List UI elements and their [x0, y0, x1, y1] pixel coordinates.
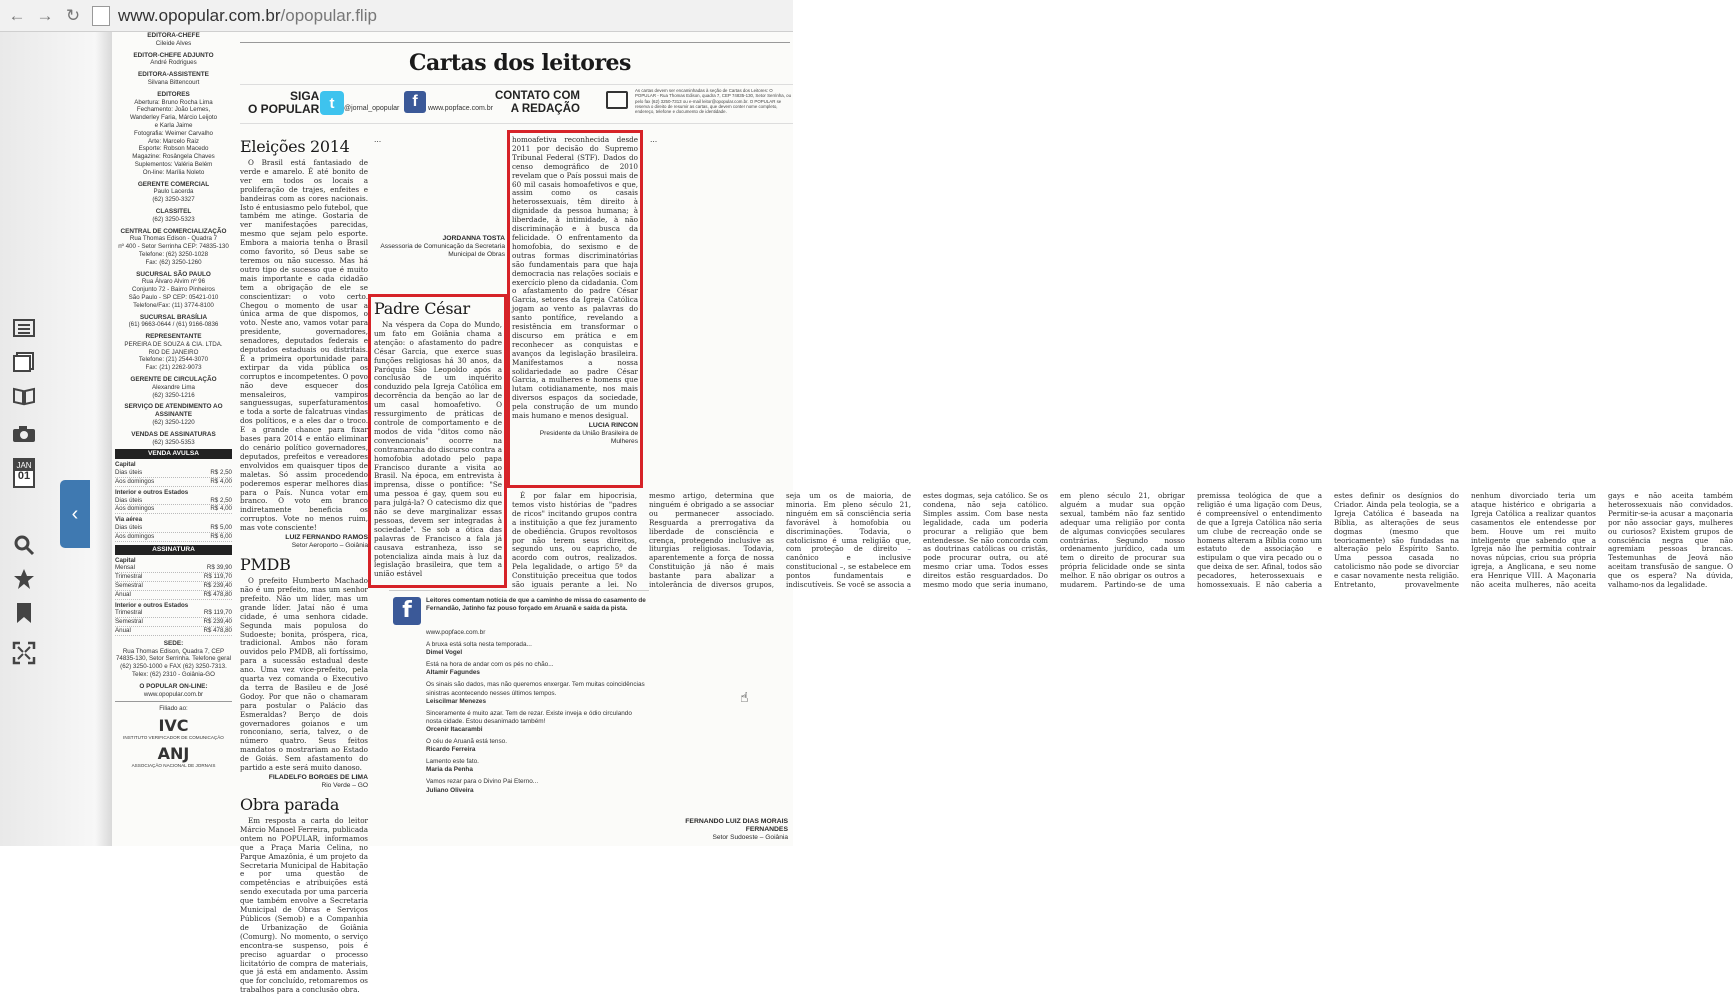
letter-text-obra-cont: …	[374, 135, 382, 144]
masthead-line: Rua Thomas Edison - Quadra 7	[129, 235, 218, 243]
sede-address: Rua Thomas Edison, Quadra 7, CEP 74835-130, Setor Serrinha. Telefone geral (62) 3250-1000 e FAX (62) 3250-7313. Telex: (62) 2310 - Goiânia-GO	[115, 647, 232, 678]
browser-toolbar	[0, 0, 793, 32]
facebook-post-author: Dimel Vogel	[426, 649, 463, 657]
letter-text-pmdb: O prefeito Humberto Machado não é um prefeito, mas um senhor prefeito. Não um líder, mas um grande líder. Jataí não é uma cidade, é uma senhora cidade. Segunda mais populosa do Sudoeste; bonita, próspera, rica, tradicional. Ambos não foram ouvidos pelo PMDB, ali fortíssimo, para a sucessão estadual deste ano. Uma vez vice-prefeito, pela quarta vez comanda o Executivo da terra de Basileu e de José Godoy. Por que não o chamaram para postular o Palácio das Esmeraldas? Berço de dois governadores goianos e um ronconiano, seria, talvez, o de número quatro. Seus feitos mandatos o mostrariam ao Estado de Goiás. Sem afastamento do partido a este será muito danoso.	[240, 576, 368, 773]
price-row	[115, 618, 232, 627]
facebook-post	[426, 778, 648, 794]
collapse-panel-button[interactable]	[60, 480, 90, 548]
facebook-icon[interactable]: f	[404, 91, 426, 113]
price-value: R$ 119,70	[203, 609, 232, 617]
price-row	[115, 591, 232, 600]
price-row	[115, 469, 232, 478]
masthead-line: (62) 3250-5353	[152, 438, 195, 446]
masthead-line: EDITOR-CHEFE ADJUNTO	[133, 51, 214, 59]
sede-label: SEDE:	[163, 639, 184, 647]
letter-title-pmdb: PMDB	[240, 555, 291, 575]
facebook-post	[426, 758, 648, 774]
masthead-line: Abertura: Bruno Rocha Lima	[134, 98, 213, 106]
masthead-line: Fechamento: João Lemes,	[136, 106, 211, 114]
price-row	[115, 564, 232, 573]
back-arrow-icon[interactable]: ←	[8, 5, 26, 25]
letter-signature-pmdb: FILADELFO BORGES DE LIMA Rio Verde – GO	[268, 774, 368, 789]
contato-label: CONTATO COM A REDAÇÃO	[495, 90, 580, 115]
masthead-line: EDITORES	[157, 90, 190, 98]
masthead-line: Cileide Alves	[155, 39, 192, 47]
masthead-line: On-line: Marília Noleto	[142, 168, 205, 176]
siga-label: SIGA O POPULAR	[248, 89, 320, 116]
masthead-credits	[115, 32, 232, 446]
facebook-post-text: Vamos rezar para o Divino Pai Eterno...	[426, 778, 539, 786]
masthead-line: Wanderley Faria, Márcio Leijoto	[129, 114, 218, 122]
ivc-logo: IVC	[158, 716, 189, 736]
price-label: Anual	[115, 627, 131, 634]
masthead-line: VENDAS DE ASSINATURAS	[131, 430, 216, 438]
masthead-line: CLASSITEL	[155, 207, 192, 215]
facebook-post	[426, 641, 648, 657]
facebook-post-text: A bruxa está solta nesta temporada...	[426, 641, 532, 649]
column-3-top	[512, 136, 638, 484]
masthead-line: nº 400 - Setor Serrinha CEP: 74835-130	[118, 243, 229, 251]
price-value: R$ 6,00	[210, 532, 232, 540]
price-label: Dias úteis	[115, 524, 143, 532]
price-label: Semestral	[115, 582, 143, 590]
masthead-line: CENTRAL DE COMERCIALIZAÇÃO	[120, 227, 227, 235]
masthead-line: Telefone: (62) 3250-1028	[138, 250, 209, 258]
viewer-sidebar	[0, 32, 112, 846]
price-label: Aos domingos	[115, 532, 155, 540]
price-row	[115, 461, 232, 469]
price-row	[115, 516, 232, 524]
address-bar[interactable]	[92, 4, 772, 28]
fullscreen-icon[interactable]	[8, 640, 40, 666]
masthead-line: Rua Álvaro Alvim nº 96	[141, 278, 206, 286]
twitter-handle[interactable]: @jornal_opopular	[344, 105, 400, 112]
masthead-line: EDITORA-CHEFE	[147, 32, 200, 39]
price-row	[115, 602, 232, 610]
masthead-line: GERENTE DE CIRCULAÇÃO	[130, 376, 217, 384]
price-label: Capital	[115, 556, 136, 564]
facebook-post	[426, 710, 648, 734]
online-label: O POPULAR ON-LINE:	[139, 682, 208, 690]
venda-avulsa-table	[115, 461, 232, 541]
price-row	[115, 557, 232, 565]
camera-icon[interactable]	[8, 421, 40, 447]
letter-text-padre: Na véspera da Copa do Mundo, um fato em Goiânia chama a atenção: o afastamento do padre César Garcia, que exerce suas funções religiosas há 30 anos, da Paróquia São Leopoldo após a conclusão de um inquérito conduzido pela Igreja Católica em decorrência da benção ao lar de um casal homoafetivo. O ressurgimento de práticas de controle de comportamento e de modos de vida "ditos como não convencionais" ocorre na contramarcha do discurso contra a homofobia adotado pelo papa Francisco durante a visita ao Brasil. Na época, em entrevista à imprensa, disse o pontífice: "Se uma pessoa é gay, quem sou eu para julgá-la? O catecismo diz que não se deve marginalizar essas pessoas, devem ser integradas à sociedade". Se sob a ótica das palavras de Francisco a fala já causava estranheza, isso se potencializa ainda mais à luz da legislação brasileira, que tem a união estável	[374, 320, 502, 579]
masthead-line: GERENTE COMERCIAL	[137, 180, 210, 188]
facebook-url[interactable]: www.popface.com.br	[428, 105, 493, 112]
facebook-post-text: Está na hora de andar com os pés no chão...	[426, 661, 554, 669]
assinatura-heading: ASSINATURA	[115, 545, 232, 555]
calendar-icon[interactable]	[8, 456, 40, 490]
price-row	[115, 489, 232, 497]
masthead-line: Telefone: (21) 2544-3070	[138, 356, 209, 364]
facebook-post-author: Maria da Penha	[426, 766, 473, 774]
price-label: Aos domingos	[115, 505, 155, 513]
price-label: Anual	[115, 590, 131, 598]
book-icon[interactable]	[8, 383, 40, 409]
facebook-post	[426, 738, 648, 754]
header-rule	[240, 42, 790, 43]
masthead-line: Silvana Bittencourt	[147, 78, 200, 86]
letter-signature-rincon: LUCIA RINCON Presidente da União Brasileira de Mulheres	[539, 422, 638, 445]
letter-text-hipocrisia-cont: …	[650, 135, 658, 144]
assinatura-table	[115, 557, 232, 636]
contact-info: As cartas devem ser encaminhadas à seção de Cartas dos Leitores: O POPULAR - Rua Thomas Edison, quadra 7, CEP 74835-130, Setor Serrinha, ou pelo fax (62) 3250-7313 ou e-mail leitor@opopular.com.br. O POPULAR se reserva o direito de resumir as cartas, que devem conter nome completo, endereço, telefone e documento de identidade.	[635, 88, 792, 115]
column-1	[240, 136, 368, 995]
anj-logo: ANJ	[157, 743, 190, 763]
price-row	[115, 609, 232, 618]
price-row	[115, 478, 232, 487]
masthead-line: REPRESENTANTE	[145, 333, 202, 341]
price-label: Interior e outros Estados	[115, 488, 189, 496]
search-icon[interactable]	[8, 532, 40, 558]
facebook-post-author: Juliano Oliveira	[426, 786, 474, 794]
facebook-post-author: Altamir Fagundes	[426, 669, 480, 677]
column-2-padre	[374, 298, 502, 584]
venda-avulsa-heading: VENDA AVULSA	[115, 449, 232, 459]
pages-icon[interactable]	[8, 349, 40, 375]
masthead-line: Fax: (21) 2262-9073	[145, 364, 202, 372]
facebook-post	[426, 661, 648, 677]
masthead-line: (62) 3250-3327	[152, 196, 195, 204]
masthead-line: SUCURSAL BRASÍLIA	[139, 313, 208, 321]
price-value: R$ 478,80	[203, 627, 232, 634]
ivc-caption: INSTITUTO VERIFICADOR DE COMUNICAÇÃO	[123, 735, 224, 741]
facebook-post-text: Os sinais são dados, mas não queremos enxergar. Tem muitas coincidências sinistras acontecendo nesses últimos tempos.	[426, 681, 645, 697]
masthead-line: André Rodrigues	[150, 59, 197, 67]
bookmark-icon[interactable]	[8, 600, 40, 626]
price-value: R$ 4,00	[210, 505, 232, 513]
letter-title-padre: Padre César	[374, 299, 470, 318]
price-row	[115, 497, 232, 506]
page-icon	[92, 6, 110, 26]
price-label: Interior e outros Estados	[115, 601, 189, 609]
masthead-line: SERVIÇO DE ATENDIMENTO AO ASSINANTE	[124, 403, 223, 419]
facebook-url-line: www.popface.com.br	[426, 629, 486, 636]
facebook-post	[426, 681, 648, 705]
price-value: R$ 4,00	[210, 478, 232, 486]
facebook-post-author: Leiscilmar Menezes	[426, 697, 487, 705]
facebook-post-text: O céu de Aruanã está tenso.	[426, 738, 508, 746]
star-icon[interactable]	[8, 566, 40, 592]
masthead-line: (62) 3250-1220	[152, 419, 195, 427]
facebook-post-text: Lamento este fato.	[426, 758, 479, 766]
price-label: Trimestral	[115, 609, 143, 617]
letter-text-eleicoes: O Brasil está fantasiado de verde e amarelo. É até bonito de ver em todos os locais a proliferação de trajes, enfeites e bandeiras com as cores nacionais. Isto é entusiasmo pelo futebol, que também me atinge. Gostaria de ver manifestações parecidas, mesmo que sejam pelo esporte. Embora a maioria tenha o Brasil como favorito, só Deus sabe se teremos ou não sucesso. Mas há outro tipo de sucesso que é muito mais importante e cada cidadão tem a obrigação de ele se conscientizar: o voto certo. Chegou o momento de usar a única arma de que dispomos, o voto. Neste ano, vamos votar para presidente, governadores, senadores, deputados federais e deputados estaduais ou distritais. É a primeira oportunidade para extirpar da vida pública os corruptos e incompetentes. O povo não deve esquecer dos mensaleiros, vampiros sanguessugas, superfaturamentos e toda a sorte de falcatruas vindas dos políticos, e a eles dar o troco. E a grande chance para fixar bases para 2014 e então eliminar do cenário político governadores, deputados, prefeitos e vereadores envolvidos em quaisquer tipos de maletas. Só assim procedendo poderemos esperar melhores dias para o País. Nunca votar em branco. O voto em branco indiretamente beneficia os corruptos. Vote no menos ruim, mas vote consciente!	[240, 158, 368, 533]
price-label: Semestral	[115, 618, 143, 626]
facebook-post-list	[426, 641, 648, 795]
price-value: R$ 119,70	[203, 573, 232, 581]
newspaper-page	[112, 32, 1733, 995]
price-row	[115, 533, 232, 542]
masthead-line: Arte: Marcelo Raiz	[148, 137, 199, 145]
price-row	[115, 524, 232, 533]
price-row	[115, 627, 232, 636]
price-value: R$ 478,80	[203, 590, 232, 598]
price-label: Aos domingos	[115, 478, 155, 486]
chevron-left-icon: ‹	[71, 502, 79, 525]
facebook-intro: Leitores comentam notícia de que a caminho de missa do casamento de Fernandão, Jatinho faz pouso forçado em Aruanã e saída da pista.	[426, 597, 646, 613]
envelope-icon	[606, 91, 628, 109]
facebook-icon: f	[393, 597, 421, 625]
anj-caption: ASSOCIAÇÃO NACIONAL DE JORNAIS	[131, 762, 216, 768]
masthead-line: Esporte: Robson Macedo	[138, 145, 209, 153]
letter-text-obra: Em resposta a carta do leitor Márcio Manoel Ferreira, publicada ontem no POPULAR, informamos que a Praça Maria Celina, no Parque Amazônia, é um projeto da Secretaria Municipal de Habitação e por uma questão de competências e atribuições está sendo executada por uma parceria que também envolve a Secretaria Municipal de Obras e Serviços Públicos (Semob) e a Companhia de Urbanização de Goiânia (Comurg). No momento, o serviço encontra-se suspenso, pois é preciso aguardar o processo licitatório de compra de materiais, que já está em andamento. Assim que for concluído, retomaremos os trabalhos para a conclusão obra.	[240, 816, 368, 995]
masthead-line: RIO DE JANEIRO	[148, 348, 199, 356]
price-label: Capital	[115, 461, 136, 469]
price-label: Trimestral	[115, 573, 143, 581]
calendar-month: JAN	[16, 461, 32, 470]
price-value: R$ 2,50	[210, 496, 232, 504]
masthead-line: Paulo Lacerda	[153, 188, 194, 196]
masthead-line: PEREIRA DE SOUZA & CIA. LTDA.	[124, 340, 223, 348]
letter-signature-obra: JORDANNA TOSTA Assessoria de Comunicação da Secretaria Municipal de Obras	[380, 234, 505, 258]
letter-signature-hipocrisia: FERNANDO LUIZ DIAS MORAIS FERNANDES Setor Sudoeste – Goiânia	[685, 818, 788, 841]
price-value: R$ 239,40	[203, 582, 232, 590]
forward-arrow-icon[interactable]: →	[36, 5, 54, 25]
masthead-line: (61) 9663-0644 / (61) 9166-0836	[128, 321, 219, 329]
price-label: Dias úteis	[115, 496, 143, 504]
calendar-day: 01	[17, 470, 31, 482]
masthead-line: Conjunto 72 - Bairro Pinheiros	[132, 286, 215, 294]
price-value: R$ 2,50	[210, 469, 232, 477]
price-label: Dias úteis	[115, 469, 143, 477]
price-value: R$ 5,00	[210, 524, 232, 532]
masthead	[112, 32, 235, 846]
masthead-line: SUCURSAL SÃO PAULO	[136, 270, 211, 278]
url-domain: www.opopular.com.br	[118, 5, 281, 25]
masthead-line: São Paulo - SP CEP: 05421-010	[128, 293, 219, 301]
masthead-line: (62) 3250-1216	[152, 391, 195, 399]
letter-signature-eleicoes: LUIZ FERNANDO RAMOS Setor Aeroporto – Goiânia	[285, 534, 368, 550]
column-4	[650, 136, 788, 842]
reload-icon[interactable]: ↻	[65, 5, 81, 25]
masthead-line: (62) 3250-5323	[152, 215, 195, 223]
letter-text-rincon: homoafetiva reconhecida desde 2011 por decisão do Supremo Tribunal Federal (STF). Dados do censo demográfico de 2010 revelam que o País possui mais de 60 mil casais homoafetivos e que, assim como os casais heterossexuais, têm direito à dignidade da pessoa humana; à liberdade, à intimidade, à não discriminação e à busca da felicidade. O enfrentamento da homofobia, do sexismo e de outras formas discriminatórias são fundamentais para que haja democracia nas relações sociais e exercício pleno da cidadania. Com o afastamento do padre César Garcia, setores da Igreja Católica jogam ao vento as palavras do santo pontífice, revelando a resistência em transformar o discurso em prática e em reconhecer as conquistas e avanços da legislação brasileira. Manifestamos a nossa solidariedade ao padre César Garcia, a mulheres e homens que lutam cotidianamente, nos mais diversos espaços da sociedade, pela construção de um mundo mais humano e menos desigual.	[512, 135, 638, 421]
follow-banner	[240, 84, 793, 124]
masthead-line: Fotografia: Weimer Carvalho	[134, 129, 213, 137]
price-row	[115, 582, 232, 591]
price-row	[115, 505, 232, 514]
online-url: www.opopular.com.br	[143, 690, 204, 698]
masthead-line: Suplementos: Valéria Belém	[134, 160, 213, 168]
masthead-line: Magazine: Rosângela Chaves	[132, 153, 215, 161]
facebook-comments	[389, 590, 649, 846]
letter-text-hipocrisia: É por falar em hipocrisia, temos visto histórias de "padres de ricos" incitando grupos contra a instituição a que fez juramento de obediência. Grupos revoltosos por não terem seus direitos, segundo uns, ou capricho, de acordo com outros, realizados. Pela legalidade, o artigo 5º da Constituição preceitua que todos são iguais perante a lei. No mesmo artigo, determina que ninguém é obrigado a se associar ou permanecer associado. Resguarda a prerrogativa da liberdade de consciência e crença, protegendo inclusive as liturgias religiosas. Todavia, aparentemente a força de nossa Constituição já não é mais bastante para abalizar a intolerância de diversos grupos, seja um os de maioria, de minoria. Em pleno século 21, ninguém em sã consciência seria favorável à homofobia ou discriminações. Todavia, o catolicismo é uma religião que, com proteção de direito – canônico e inclusive constitucional –, se estabelece em pontos fundamentais e indiscutíveis. Se você se associa a estes dogmas, seja católico. Se os condena, não seja católico. Simples assim. Com base nesta legalidade, cada um poderia procurar a religião que bem entendesse. Se não concorda com as doutrinas católicas ou cristãs, pode procurar outra, ou até mesmo criar uma. Todos esses direitos estão resguardados. Do mesmo modo que seria inumano, em pleno século 21, obrigar alguém a mudar sua opção sexual, também não faz sentido adequar uma religião por conta de algumas convicções seculares contrárias. Segundo nosso ordenamento jurídico, cada um tem o direito de procurar sua própria felicidade onde se sinta melhor. E não obrigar os outros a mudarem. Partindo-se de uma premissa teológica de que a religião é uma ligação com Deus, é compreensível o entendimento de que a Igreja Católica não seria um clube de recreação onde se homens alteram a Bíblia como um estatuto de associação e estipulam o que vira pecado ou o que deixa de ser. Afinal, todos são pecadores, heterossexuais e homossexuais. E não caberia a estes definir os desígnios do Criador. Ainda pela teologia, se a Igreja Católica é baseada na Bíblia, as alterações de seus dogmas (mesmo que teoricamente) são fundadas na alteração pelo Espírito Santo. Uma pessoa casada no catolicismo não pode se divorciar e casar novamente nesta religião. Entretanto, provavelmente nenhum divorciado teria um ataque histérico e obrigaria a Igreja Católica a realizar quantos casamentos ele entendesse por bem. Houve um rei muito inteligente que sabendo que a Igreja não lhe permitia contrair novas núpcias, criou sua própria igreja, a Anglicana, e seu nome era Henrique VIII. A Maçonaria não aceita mulheres, não aceita gays e não aceita também heterossexuais não convidados. Permitir-se-ia acusar a maçonaria por não associar gays, mulheres ou curiosos? Existem grupos de consciência negra que não agremiam pessoas brancas. Testemunhas de Jeová não aceitam transfusão de sangue. O que os espera? Na dúvida, valhamo-nos da legalidade.	[512, 491, 1733, 590]
price-label: Via aérea	[115, 516, 143, 524]
masthead-line: Telefone/Fax: (11) 3774-8100	[133, 301, 214, 309]
price-row	[115, 573, 232, 582]
masthead-line: Fax: (62) 3250-1260	[145, 258, 202, 266]
twitter-icon[interactable]: t	[320, 91, 344, 115]
column-2-top	[374, 136, 505, 296]
price-label: Mensal	[115, 564, 135, 572]
facebook-post-text: Sinceramente é muito azar. Tem de rezar. Existe inveja e ódio circulando nosta cidade. Estou desanimado também!	[426, 709, 632, 725]
url-path: /opopular.flip	[280, 5, 377, 25]
list-icon[interactable]	[8, 315, 40, 341]
facebook-post-author: Orcenir Itacarambi	[426, 725, 483, 733]
masthead-line: EDITORA-ASSISTENTE	[138, 71, 209, 79]
masthead-line: Alexandre Lima	[152, 383, 195, 391]
hand-cursor-icon: ☝	[740, 690, 749, 706]
facebook-post-author: Ricardo Ferreira	[426, 746, 476, 754]
filiado-label: Filiado ao:	[159, 705, 188, 713]
letter-title-eleicoes: Eleições 2014	[240, 137, 350, 156]
section-title: Cartas dos leitores	[409, 50, 631, 76]
facebook-posts	[426, 629, 648, 799]
masthead-line: e Karla Jaime	[154, 121, 193, 129]
price-value: R$ 39,90	[206, 564, 232, 572]
price-value: R$ 239,40	[203, 618, 232, 626]
letter-title-obra: Obra parada	[240, 795, 340, 814]
